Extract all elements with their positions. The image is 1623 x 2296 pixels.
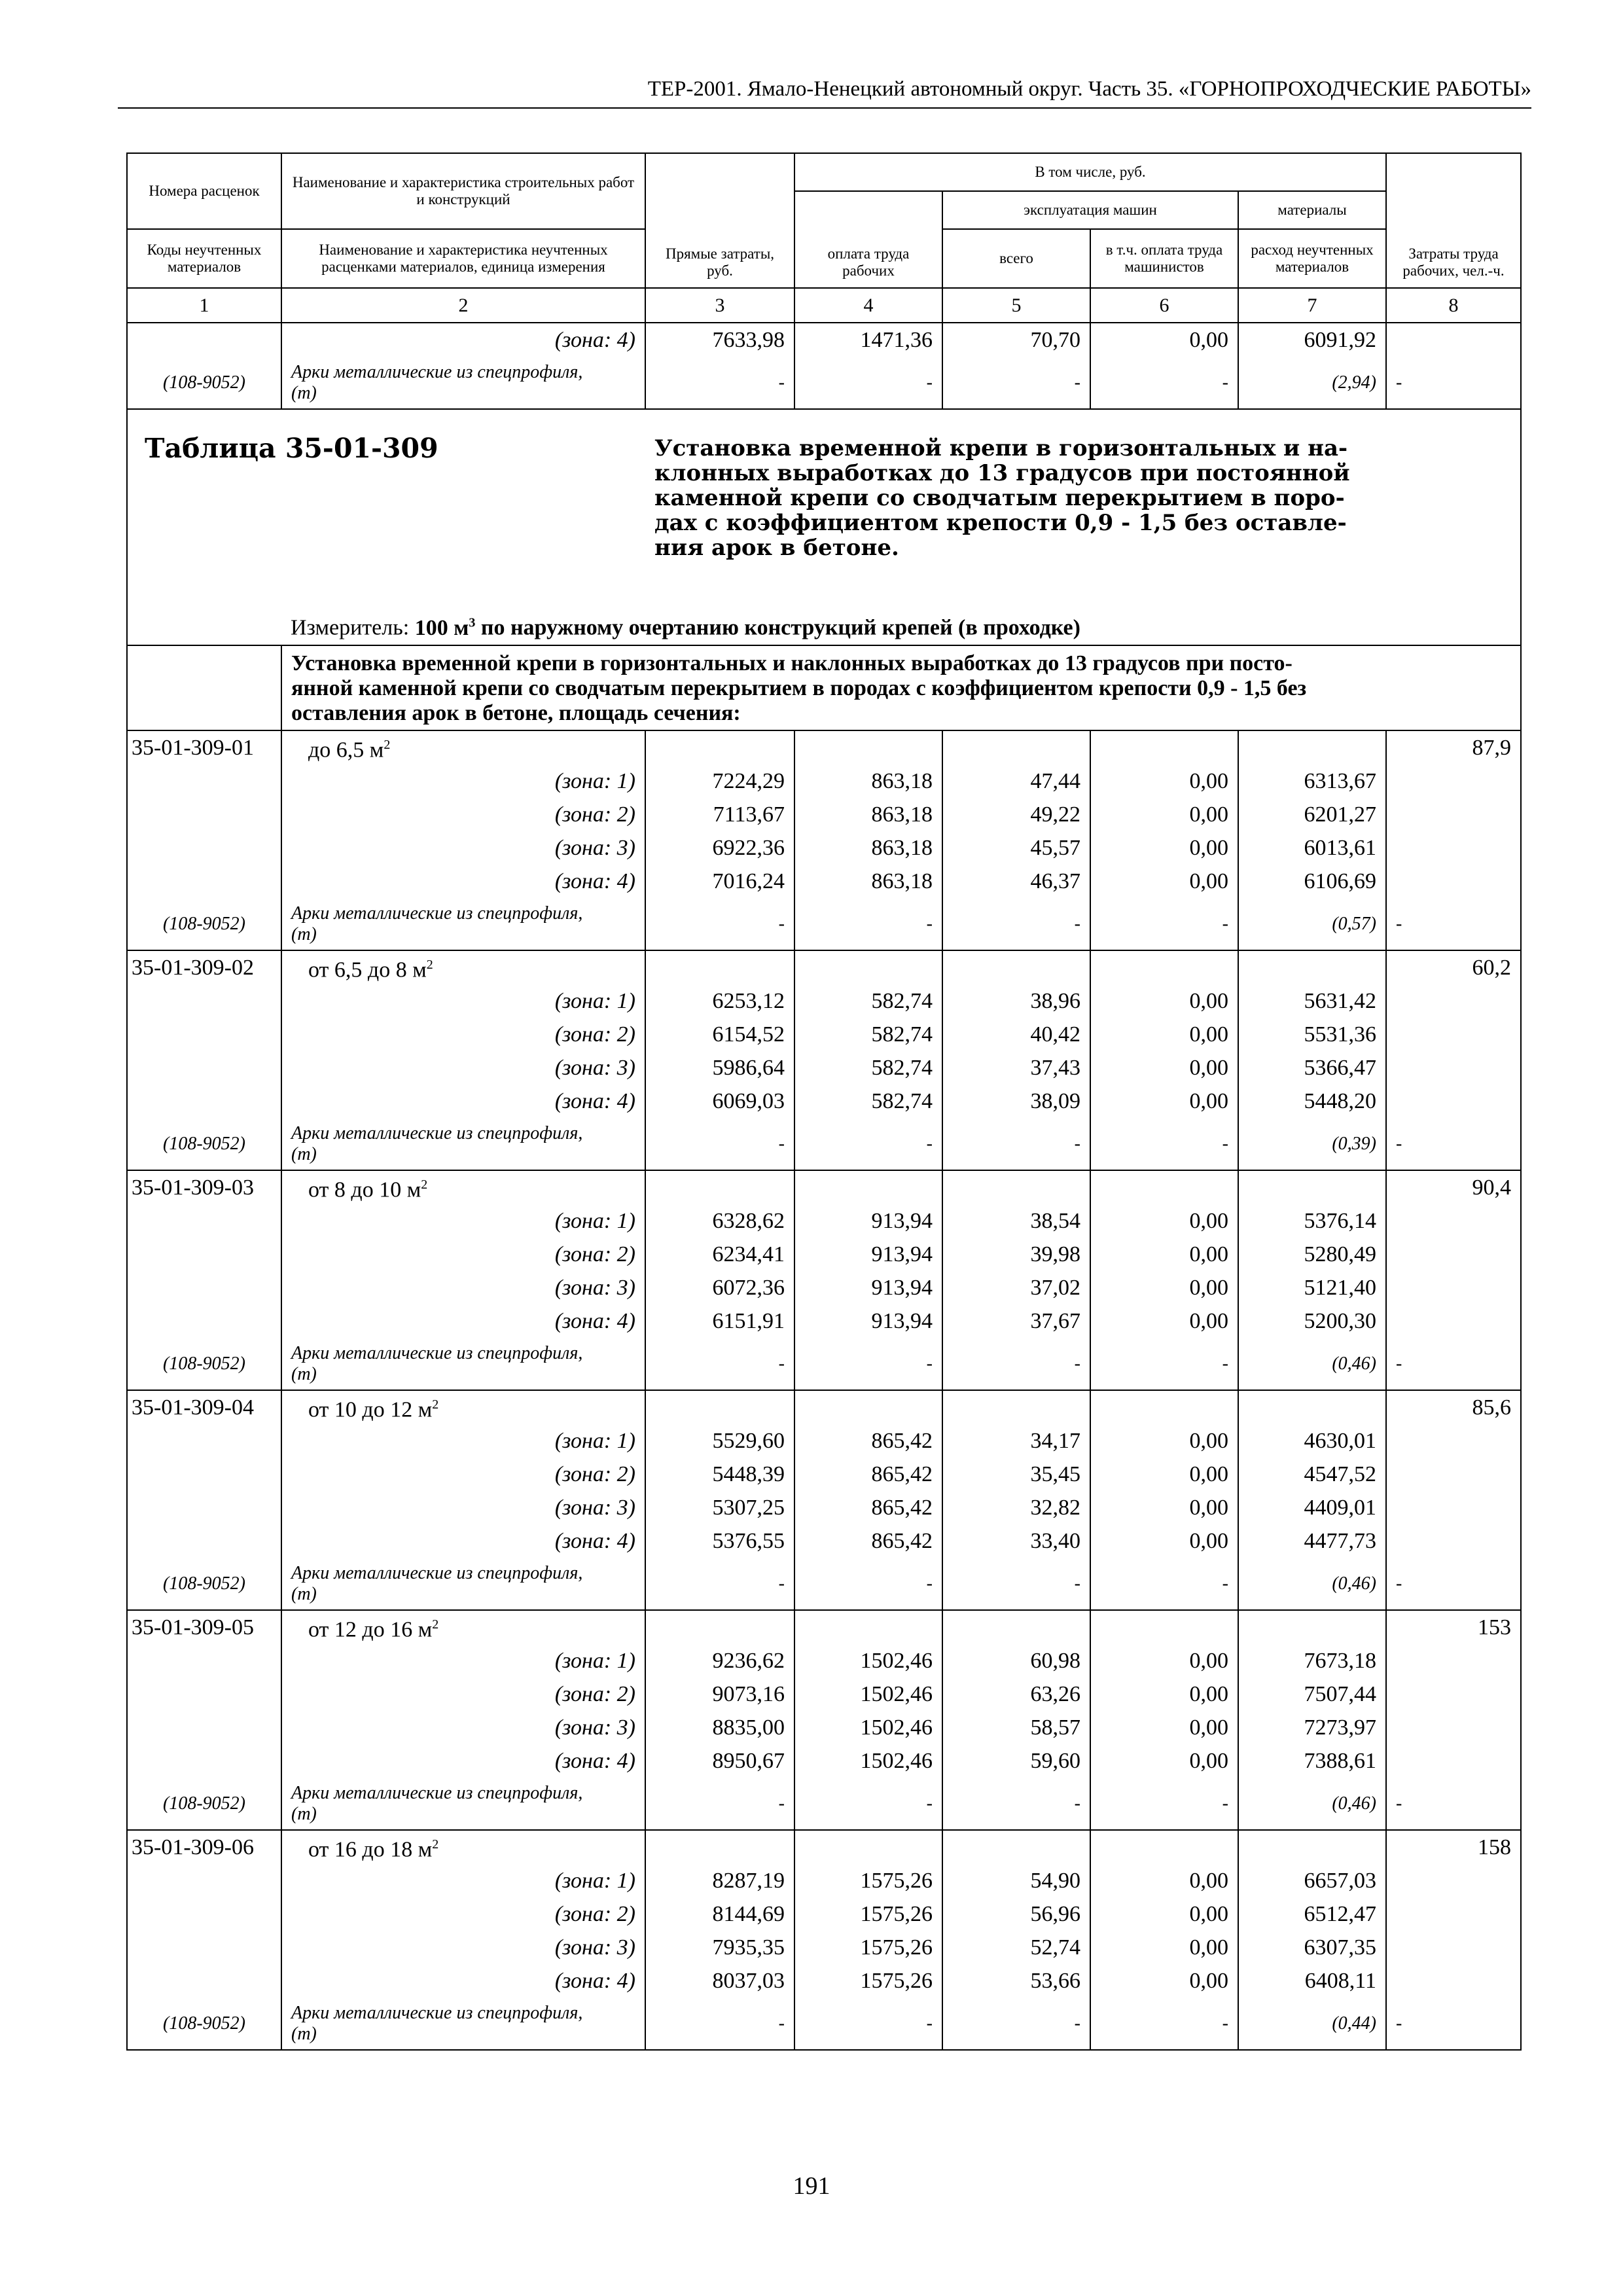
worker-pay: 863,18 <box>794 798 942 831</box>
zone-label: (зона: 1) <box>281 1864 645 1897</box>
zone-label: (зона: 4) <box>281 1744 645 1778</box>
direct-cost: 8835,00 <box>645 1711 794 1744</box>
page-header: ТЕР-2001. Ямало-Ненецкий автономный округ. Часть 35. «ГОРНОПРОХОДЧЕСКИЕ РАБОТЫ» <box>647 77 1531 101</box>
header-rule <box>118 107 1531 109</box>
rate-code: 35-01-309-05 <box>127 1610 281 1644</box>
machines-total: 56,96 <box>942 1897 1090 1931</box>
material-value: - <box>794 1338 942 1390</box>
zone-label: (зона: 3) <box>281 1271 645 1304</box>
machinists-pay: 0,00 <box>1090 1458 1238 1491</box>
col-number-7: 7 <box>1238 288 1386 323</box>
machinists-pay: 0,00 <box>1090 764 1238 798</box>
machines-total: 70,70 <box>942 323 1090 357</box>
direct-cost: 6072,36 <box>645 1271 794 1304</box>
machines-total: 58,57 <box>942 1711 1090 1744</box>
worker-pay: 913,94 <box>794 1271 942 1304</box>
material-value: - <box>645 357 794 409</box>
material-row <box>127 1338 1521 1390</box>
zone-row <box>127 1677 1521 1711</box>
rate-name: от 8 до 10 $м^2$ <box>281 1170 645 1204</box>
zone-row <box>127 1897 1521 1931</box>
material-value: - <box>1090 1558 1238 1610</box>
header-including: В том числе, руб. <box>794 153 1386 191</box>
materials: 5280,49 <box>1238 1238 1386 1271</box>
material-value: - <box>942 1338 1090 1390</box>
material-value: - <box>1090 357 1238 409</box>
group-description: Установка временной крепи в горизонтальных и наклонных выработках до 13 градусов при посто- янной каменной крепи со сводчатым перекрытием в породах с коэффициентом крепости 0,9 - 1,5 без оставления арок в бетоне, площадь сечения: <box>281 645 1521 730</box>
material-code: (108-9052) <box>127 898 281 950</box>
material-name: Арки металлические из спецпрофиля, (т) <box>281 1558 645 1610</box>
zone-label: (зона: 1) <box>281 984 645 1018</box>
page-number: 191 <box>793 2172 830 2200</box>
machines-total: 35,45 <box>942 1458 1090 1491</box>
materials: 6013,61 <box>1238 831 1386 865</box>
worker-pay: 863,18 <box>794 764 942 798</box>
material-code: (108-9052) <box>127 1558 281 1610</box>
material-value: - <box>942 1558 1090 1610</box>
col-number-8: 8 <box>1386 288 1521 323</box>
machinists-pay: 0,00 <box>1090 1964 1238 1998</box>
zone-row <box>127 1744 1521 1778</box>
labor-costs: 85,6 <box>1386 1390 1521 1424</box>
worker-pay: 1575,26 <box>794 1864 942 1897</box>
table-label: Таблица 35-01-309 <box>145 433 438 464</box>
machinists-pay: 0,00 <box>1090 1864 1238 1897</box>
machines-total: 54,90 <box>942 1864 1090 1897</box>
material-value: - <box>645 1778 794 1830</box>
machines-total: 40,42 <box>942 1018 1090 1051</box>
machinists-pay: 0,00 <box>1090 1931 1238 1964</box>
material-row <box>127 1998 1521 2050</box>
worker-pay: 1502,46 <box>794 1677 942 1711</box>
direct-cost: 9236,62 <box>645 1644 794 1677</box>
zone-label: (зона: 1) <box>281 764 645 798</box>
zone-row <box>127 1964 1521 1998</box>
material-name: Арки металлические из спецпрофиля, (т) <box>281 1338 645 1390</box>
material-value: - <box>1090 1998 1238 2050</box>
material-value: - <box>794 1998 942 2050</box>
machinists-pay: 0,00 <box>1090 1897 1238 1931</box>
direct-cost: 6922,36 <box>645 831 794 865</box>
materials: 6313,67 <box>1238 764 1386 798</box>
materials: 5531,36 <box>1238 1018 1386 1051</box>
labor-costs: 60,2 <box>1386 950 1521 984</box>
materials: 5200,30 <box>1238 1304 1386 1338</box>
zone-row <box>127 1524 1521 1558</box>
zone-label: (зона: 4) <box>281 323 645 357</box>
direct-cost: 5376,55 <box>645 1524 794 1558</box>
materials: 7388,61 <box>1238 1744 1386 1778</box>
materials: 6512,47 <box>1238 1897 1386 1931</box>
worker-pay: 1575,26 <box>794 1931 942 1964</box>
direct-cost: 5986,64 <box>645 1051 794 1085</box>
machines-total: 34,17 <box>942 1424 1090 1458</box>
col-number-2: 2 <box>281 288 645 323</box>
materials: 4409,01 <box>1238 1491 1386 1524</box>
worker-pay: 1575,26 <box>794 1964 942 1998</box>
direct-cost: 6253,12 <box>645 984 794 1018</box>
direct-cost: 6151,91 <box>645 1304 794 1338</box>
rate-code: 35-01-309-04 <box>127 1390 281 1424</box>
zone-label: (зона: 4) <box>281 865 645 898</box>
zone-label: (зона: 1) <box>281 1204 645 1238</box>
zone-row <box>127 1424 1521 1458</box>
worker-pay: 1471,36 <box>794 323 942 357</box>
material-value: - <box>794 1558 942 1610</box>
material-value: - <box>1386 1558 1521 1610</box>
worker-pay: 913,94 <box>794 1304 942 1338</box>
zone-label: (зона: 2) <box>281 1458 645 1491</box>
table-body <box>127 153 1521 2050</box>
zone-row <box>127 1085 1521 1118</box>
material-value: - <box>1090 1338 1238 1390</box>
zone-row <box>127 764 1521 798</box>
machines-total: 38,54 <box>942 1204 1090 1238</box>
zone-label: (зона: 3) <box>281 1491 645 1524</box>
rate-row <box>127 1170 1521 1204</box>
zone-row <box>127 1304 1521 1338</box>
machinists-pay: 0,00 <box>1090 1677 1238 1711</box>
header-material-codes: Коды неучтенных материалов <box>127 229 281 288</box>
materials: 6091,92 <box>1238 323 1386 357</box>
machinists-pay: 0,00 <box>1090 1238 1238 1271</box>
labor-costs: 90,4 <box>1386 1170 1521 1204</box>
worker-pay: 913,94 <box>794 1204 942 1238</box>
materials: 5121,40 <box>1238 1271 1386 1304</box>
worker-pay: 863,18 <box>794 831 942 865</box>
machinists-pay: 0,00 <box>1090 1644 1238 1677</box>
materials: 5448,20 <box>1238 1085 1386 1118</box>
zone-label: (зона: 1) <box>281 1424 645 1458</box>
machinists-pay: 0,00 <box>1090 1018 1238 1051</box>
direct-cost: 5529,60 <box>645 1424 794 1458</box>
machines-total: 52,74 <box>942 1931 1090 1964</box>
material-name: Арки металлические из спецпрофиля, (т) <box>281 357 645 409</box>
zone-label: (зона: 4) <box>281 1304 645 1338</box>
worker-pay: 865,42 <box>794 1424 942 1458</box>
header-materials: материалы <box>1238 191 1386 229</box>
zone-row <box>127 798 1521 831</box>
material-value: (0,57) <box>1238 898 1386 950</box>
rate-name: до 6,5 $м^2$ <box>281 730 645 764</box>
material-value: - <box>1090 898 1238 950</box>
material-value: - <box>794 898 942 950</box>
measurement-unit: Измеритель: 100 $м^3$ по наружному очертанию конструкций крепей (в проходке) <box>281 609 1521 645</box>
zone-label: (зона: 2) <box>281 1677 645 1711</box>
zone-row <box>127 1931 1521 1964</box>
direct-cost: 6069,03 <box>645 1085 794 1118</box>
col-number-6: 6 <box>1090 288 1238 323</box>
material-value: - <box>1386 1338 1521 1390</box>
zone-label: (зона: 3) <box>281 831 645 865</box>
material-value: (0,44) <box>1238 1998 1386 2050</box>
rate-code: 35-01-309-03 <box>127 1170 281 1204</box>
machinists-pay: 0,00 <box>1090 323 1238 357</box>
worker-pay: 582,74 <box>794 984 942 1018</box>
material-code: (108-9052) <box>127 357 281 409</box>
rate-name: от 10 до 12 $м^2$ <box>281 1390 645 1424</box>
material-value: - <box>1386 357 1521 409</box>
labor-costs: 153 <box>1386 1610 1521 1644</box>
material-value: - <box>645 1558 794 1610</box>
rate-code: 35-01-309-02 <box>127 950 281 984</box>
materials: 6408,11 <box>1238 1964 1386 1998</box>
material-value: - <box>645 1998 794 2050</box>
materials: 4630,01 <box>1238 1424 1386 1458</box>
rate-row <box>127 730 1521 764</box>
zone-row <box>127 831 1521 865</box>
worker-pay: 863,18 <box>794 865 942 898</box>
direct-cost: 9073,16 <box>645 1677 794 1711</box>
header-labor-costs: Затраты труда рабочих, чел.-ч. <box>1386 153 1521 288</box>
material-name: Арки металлические из спецпрофиля, (т) <box>281 898 645 950</box>
machinists-pay: 0,00 <box>1090 1271 1238 1304</box>
direct-cost: 7224,29 <box>645 764 794 798</box>
zone-row <box>127 1644 1521 1677</box>
labor-costs: 158 <box>1386 1830 1521 1864</box>
material-value: - <box>794 1778 942 1830</box>
rate-code: 35-01-309-01 <box>127 730 281 764</box>
zone-label: (зона: 4) <box>281 1964 645 1998</box>
material-value: - <box>942 898 1090 950</box>
zone-row <box>127 1204 1521 1238</box>
worker-pay: 865,42 <box>794 1458 942 1491</box>
zone-row <box>127 1711 1521 1744</box>
machinists-pay: 0,00 <box>1090 1424 1238 1458</box>
machinists-pay: 0,00 <box>1090 865 1238 898</box>
worker-pay: 865,42 <box>794 1491 942 1524</box>
header-worker-pay: оплата труда рабочих <box>794 191 942 288</box>
rates-table <box>126 152 1522 2051</box>
material-value: - <box>794 1118 942 1170</box>
material-code: (108-9052) <box>127 1118 281 1170</box>
material-value: - <box>1090 1118 1238 1170</box>
material-row <box>127 1778 1521 1830</box>
material-row <box>127 898 1521 950</box>
col-number-3: 3 <box>645 288 794 323</box>
worker-pay: 582,74 <box>794 1018 942 1051</box>
rate-name: от 12 до 16 $м^2$ <box>281 1610 645 1644</box>
machines-total: 59,60 <box>942 1744 1090 1778</box>
material-value: - <box>942 1998 1090 2050</box>
rate-name: от 6,5 до 8 $м^2$ <box>281 950 645 984</box>
labor-costs: 87,9 <box>1386 730 1521 764</box>
machinists-pay: 0,00 <box>1090 1304 1238 1338</box>
worker-pay: 582,74 <box>794 1051 942 1085</box>
zone-label: (зона: 1) <box>281 1644 645 1677</box>
materials: 7673,18 <box>1238 1644 1386 1677</box>
machinists-pay: 0,00 <box>1090 1711 1238 1744</box>
material-row <box>127 1118 1521 1170</box>
header-machines-total: всего <box>942 229 1090 288</box>
header-material-consumption: расход неучтенных материалов <box>1238 229 1386 288</box>
material-name: Арки металлические из спецпрофиля, (т) <box>281 1118 645 1170</box>
zone-label: (зона: 3) <box>281 1051 645 1085</box>
materials: 7273,97 <box>1238 1711 1386 1744</box>
material-value: - <box>1386 1998 1521 2050</box>
worker-pay: 913,94 <box>794 1238 942 1271</box>
zone-label: (зона: 2) <box>281 1238 645 1271</box>
rate-row <box>127 1610 1521 1644</box>
table-title: Установка временной крепи в горизонтальных и на- клонных выработках до 13 градусов при постоянной каменной крепи со сводчатым перекрытием в поро- дах с коэффициентом крепости 0,9 - 1,5 без оставле- ния арок в бетоне. <box>645 409 1521 609</box>
zone-label: (зона: 3) <box>281 1711 645 1744</box>
zone-label: (зона: 4) <box>281 1524 645 1558</box>
material-value: - <box>794 357 942 409</box>
material-name: Арки металлические из спецпрофиля, (т) <box>281 1778 645 1830</box>
machinists-pay: 0,00 <box>1090 1204 1238 1238</box>
zone-label: (зона: 2) <box>281 1018 645 1051</box>
material-value: - <box>942 1118 1090 1170</box>
zone-label: (зона: 4) <box>281 1085 645 1118</box>
worker-pay: 1575,26 <box>794 1897 942 1931</box>
direct-cost: 7633,98 <box>645 323 794 357</box>
machines-total: 32,82 <box>942 1491 1090 1524</box>
materials: 5631,42 <box>1238 984 1386 1018</box>
header-rate-numbers: Номера расценок <box>127 153 281 229</box>
machines-total: 60,98 <box>942 1644 1090 1677</box>
material-value: - <box>1386 898 1521 950</box>
machines-total: 49,22 <box>942 798 1090 831</box>
direct-cost: 7113,67 <box>645 798 794 831</box>
zone-row <box>127 1018 1521 1051</box>
material-value: (0,46) <box>1238 1558 1386 1610</box>
material-row <box>127 357 1521 409</box>
zone-row <box>127 984 1521 1018</box>
zone-row <box>127 1491 1521 1524</box>
worker-pay: 582,74 <box>794 1085 942 1118</box>
worker-pay: 1502,46 <box>794 1744 942 1778</box>
material-value: (2,94) <box>1238 357 1386 409</box>
zone-row <box>127 865 1521 898</box>
materials: 4547,52 <box>1238 1458 1386 1491</box>
header-machines: эксплуатация машин <box>942 191 1238 229</box>
zone-row <box>127 1271 1521 1304</box>
machinists-pay: 0,00 <box>1090 1491 1238 1524</box>
material-value: - <box>1386 1778 1521 1830</box>
materials: 5376,14 <box>1238 1204 1386 1238</box>
machinists-pay: 0,00 <box>1090 1744 1238 1778</box>
rate-row <box>127 1830 1521 1864</box>
col-number-5: 5 <box>942 288 1090 323</box>
material-value: (0,46) <box>1238 1338 1386 1390</box>
machinists-pay: 0,00 <box>1090 798 1238 831</box>
materials: 6657,03 <box>1238 1864 1386 1897</box>
machines-total: 38,96 <box>942 984 1090 1018</box>
header-machinists-pay: в т.ч. оплата труда машинистов <box>1090 229 1238 288</box>
machines-total: 38,09 <box>942 1085 1090 1118</box>
material-name: Арки металлические из спецпрофиля, (т) <box>281 1998 645 2050</box>
rate-row <box>127 1390 1521 1424</box>
machines-total: 45,57 <box>942 831 1090 865</box>
machinists-pay: 0,00 <box>1090 1524 1238 1558</box>
materials: 7507,44 <box>1238 1677 1386 1711</box>
material-row <box>127 1558 1521 1610</box>
materials: 6106,69 <box>1238 865 1386 898</box>
zone-row <box>127 1051 1521 1085</box>
materials: 6307,35 <box>1238 1931 1386 1964</box>
machines-total: 47,44 <box>942 764 1090 798</box>
machines-total: 37,67 <box>942 1304 1090 1338</box>
direct-cost: 7016,24 <box>645 865 794 898</box>
machines-total: 37,02 <box>942 1271 1090 1304</box>
zone-label: (зона: 2) <box>281 798 645 831</box>
material-value: (0,39) <box>1238 1118 1386 1170</box>
materials: 6201,27 <box>1238 798 1386 831</box>
header-direct-costs: Прямые затраты, руб. <box>645 153 794 288</box>
rate-name: от 16 до 18 $м^2$ <box>281 1830 645 1864</box>
direct-cost: 6154,52 <box>645 1018 794 1051</box>
direct-cost: 8950,67 <box>645 1744 794 1778</box>
direct-cost: 5448,39 <box>645 1458 794 1491</box>
zone-row <box>127 1458 1521 1491</box>
material-value: - <box>1386 1118 1521 1170</box>
zone-row <box>127 1238 1521 1271</box>
machinists-pay: 0,00 <box>1090 1051 1238 1085</box>
material-value: - <box>942 1778 1090 1830</box>
material-code: (108-9052) <box>127 1998 281 2050</box>
material-code: (108-9052) <box>127 1778 281 1830</box>
header-material-names: Наименование и характеристика неучтенных расценками материалов, единица измерения <box>281 229 645 288</box>
material-code: (108-9052) <box>127 1338 281 1390</box>
material-value: - <box>645 1338 794 1390</box>
machines-total: 63,26 <box>942 1677 1090 1711</box>
direct-cost: 6328,62 <box>645 1204 794 1238</box>
direct-cost: 7935,35 <box>645 1931 794 1964</box>
materials: 4477,73 <box>1238 1524 1386 1558</box>
worker-pay: 865,42 <box>794 1524 942 1558</box>
materials: 5366,47 <box>1238 1051 1386 1085</box>
header-work-name: Наименование и характеристика строительных работ и конструкций <box>281 153 645 229</box>
col-number-1: 1 <box>127 288 281 323</box>
machines-total: 53,66 <box>942 1964 1090 1998</box>
zone-label: (зона: 3) <box>281 1931 645 1964</box>
machinists-pay: 0,00 <box>1090 831 1238 865</box>
machines-total: 33,40 <box>942 1524 1090 1558</box>
machines-total: 39,98 <box>942 1238 1090 1271</box>
machines-total: 37,43 <box>942 1051 1090 1085</box>
direct-cost: 8144,69 <box>645 1897 794 1931</box>
direct-cost: 8037,03 <box>645 1964 794 1998</box>
direct-cost: 5307,25 <box>645 1491 794 1524</box>
machinists-pay: 0,00 <box>1090 984 1238 1018</box>
rate-row <box>127 950 1521 984</box>
col-number-4: 4 <box>794 288 942 323</box>
worker-pay: 1502,46 <box>794 1711 942 1744</box>
table-row <box>127 323 1521 357</box>
material-value: - <box>942 357 1090 409</box>
rate-code: 35-01-309-06 <box>127 1830 281 1864</box>
machinists-pay: 0,00 <box>1090 1085 1238 1118</box>
material-value: - <box>1090 1778 1238 1830</box>
material-value: - <box>645 1118 794 1170</box>
material-value: (0,46) <box>1238 1778 1386 1830</box>
material-value: - <box>645 898 794 950</box>
direct-cost: 6234,41 <box>645 1238 794 1271</box>
zone-row <box>127 1864 1521 1897</box>
zone-label: (зона: 2) <box>281 1897 645 1931</box>
direct-cost: 8287,19 <box>645 1864 794 1897</box>
machines-total: 46,37 <box>942 865 1090 898</box>
worker-pay: 1502,46 <box>794 1644 942 1677</box>
